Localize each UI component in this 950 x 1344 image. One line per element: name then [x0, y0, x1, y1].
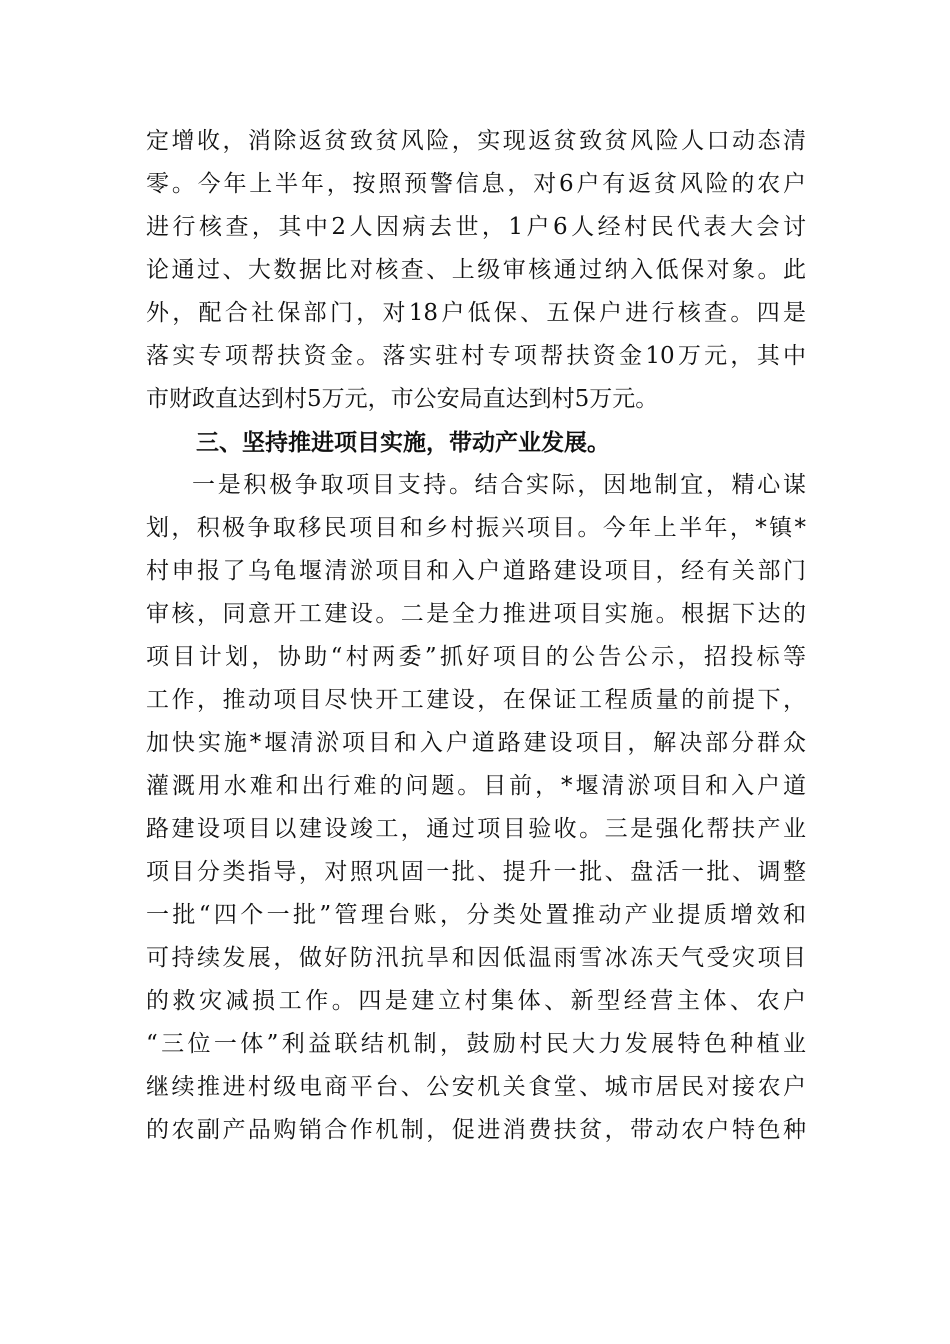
text-line: 的农副产品购销合作机制，促进消费扶贫，带动农户特色种	[146, 1117, 806, 1143]
text-line: 的救灾减损工作。四是建立村集体、新型经营主体、农户	[146, 988, 806, 1014]
text-line: 外，配合社保部门，对18户低保、五保户进行核查。四是	[146, 300, 806, 326]
section-heading: 三、坚持推进项目实施，带动产业发展。	[196, 429, 610, 456]
text-line: 村申报了乌龟堰清淤项目和入户道路建设项目，经有关部门	[146, 558, 806, 584]
text-line: 灌溉用水难和出行难的问题。目前，*堰清淤项目和入户道	[146, 773, 806, 799]
text-line: 工作，推动项目尽快开工建设，在保证工程质量的前提下，	[146, 687, 806, 713]
text-line: 划，积极争取移民项目和乡村振兴项目。今年上半年，*镇*	[146, 515, 806, 541]
text-line: 审核，同意开工建设。二是全力推进项目实施。根据下达的	[146, 601, 806, 627]
text-line: 论通过、大数据比对核查、上级审核通过纳入低保对象。此	[146, 257, 806, 283]
text-line: 加快实施*堰清淤项目和入户道路建设项目，解决部分群众	[146, 730, 806, 756]
text-line: “三位一体”利益联结机制，鼓励村民大力发展特色种植业	[146, 1031, 806, 1057]
text-line: 路建设项目以建设竣工，通过项目验收。三是强化帮扶产业	[146, 816, 806, 842]
text-line: 项目计划，协助“村两委”抓好项目的公告公示，招投标等	[146, 644, 806, 670]
text-line: 进行核查，其中2人因病去世，1户6人经村民代表大会讨	[146, 214, 806, 240]
text-line: 可持续发展，做好防汛抗旱和因低温雨雪冰冻天气受灾项目	[146, 945, 806, 971]
body-text	[146, 120, 806, 1152]
text-line: 一批“四个一批”管理台账，分类处置推动产业提质增效和	[146, 902, 806, 928]
text-line: 继续推进村级电商平台、公安机关食堂、城市居民对接农户	[146, 1074, 806, 1100]
text-line: 零。今年上半年，按照预警信息，对6户有返贫风险的农户	[146, 171, 806, 197]
text-line: 一是积极争取项目支持。结合实际，因地制宜，精心谋	[192, 472, 806, 498]
text-line: 落实专项帮扶资金。落实驻村专项帮扶资金10万元，其中	[146, 343, 806, 369]
text-line: 定增收，消除返贫致贫风险，实现返贫致贫风险人口动态清	[146, 128, 806, 154]
text-line: 项目分类指导，对照巩固一批、提升一批、盘活一批、调整	[146, 859, 806, 885]
text-line: 市财政直达到村5万元，市公安局直达到村5万元。	[146, 386, 659, 412]
